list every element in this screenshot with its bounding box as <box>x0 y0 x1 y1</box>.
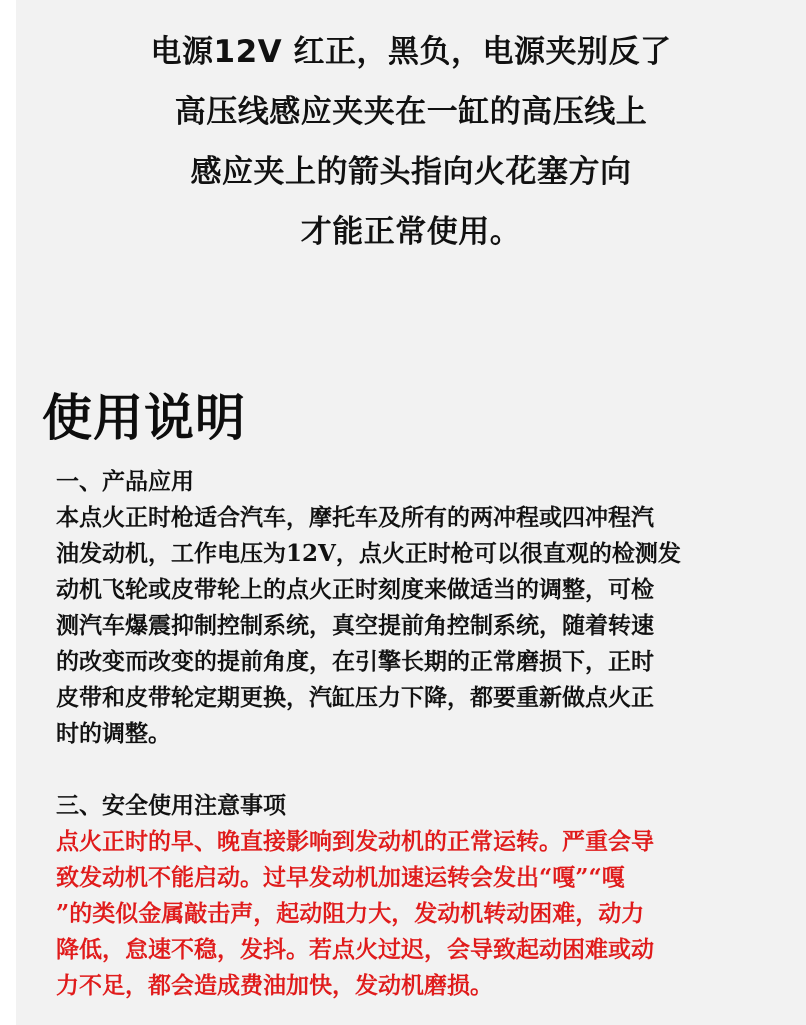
section-title: 一、产品应用 <box>56 468 194 495</box>
warning-line: 致发动机不能启动。过早发动机加速运转会发出“嘎”“嘎 <box>56 864 625 891</box>
content-panel <box>16 0 806 1025</box>
warning-line: 降低，怠速不稳，发抖。若点火过迟，会导致起动困难或动 <box>56 936 654 963</box>
notice-block <box>16 22 806 262</box>
notice-line: 感应夹上的箭头指向火花塞方向 <box>190 154 632 190</box>
warning-line: 点火正时的早、晚直接影响到发动机的正常运转。严重会导 <box>56 828 654 855</box>
warning-line: ”的类似金属敲击声，起动阻力大，发动机转动困难，动力 <box>56 900 645 927</box>
text-line: 皮带和皮带轮定期更换，汽缸压力下降，都要重新做点火正 <box>56 684 654 711</box>
text-line: 动机飞轮或皮带轮上的点火正时刻度来做适当的调整，可检 <box>56 576 654 603</box>
section-title: 三、安全使用注意事项 <box>56 792 286 819</box>
text-line: 本点火正时枪适合汽车，摩托车及所有的两冲程或四冲程汽 <box>56 504 654 531</box>
text-line: 时的调整。 <box>56 720 171 747</box>
text-line: 测汽车爆震抑制控制系统，真空提前角控制系统，随着转速 <box>56 612 654 639</box>
product-application-section <box>56 464 776 752</box>
safety-notes-section <box>56 788 776 1004</box>
text-line: 的改变而改变的提前角度，在引擎长期的正常磨损下，正时 <box>56 648 654 675</box>
notice-line: 才能正常使用。 <box>300 214 522 250</box>
warning-line: 力不足，都会造成费油加快，发动机磨损。 <box>56 972 493 999</box>
notice-line: 电源12V 红正，黑负，电源夹别反了 <box>150 34 672 70</box>
text-line: 油发动机，工作电压为12V，点火正时枪可以很直观的检测发 <box>56 540 681 567</box>
notice-line: 高压线感应夹夹在一缸的高压线上 <box>174 94 648 130</box>
page-title: 使用说明 <box>42 388 246 447</box>
